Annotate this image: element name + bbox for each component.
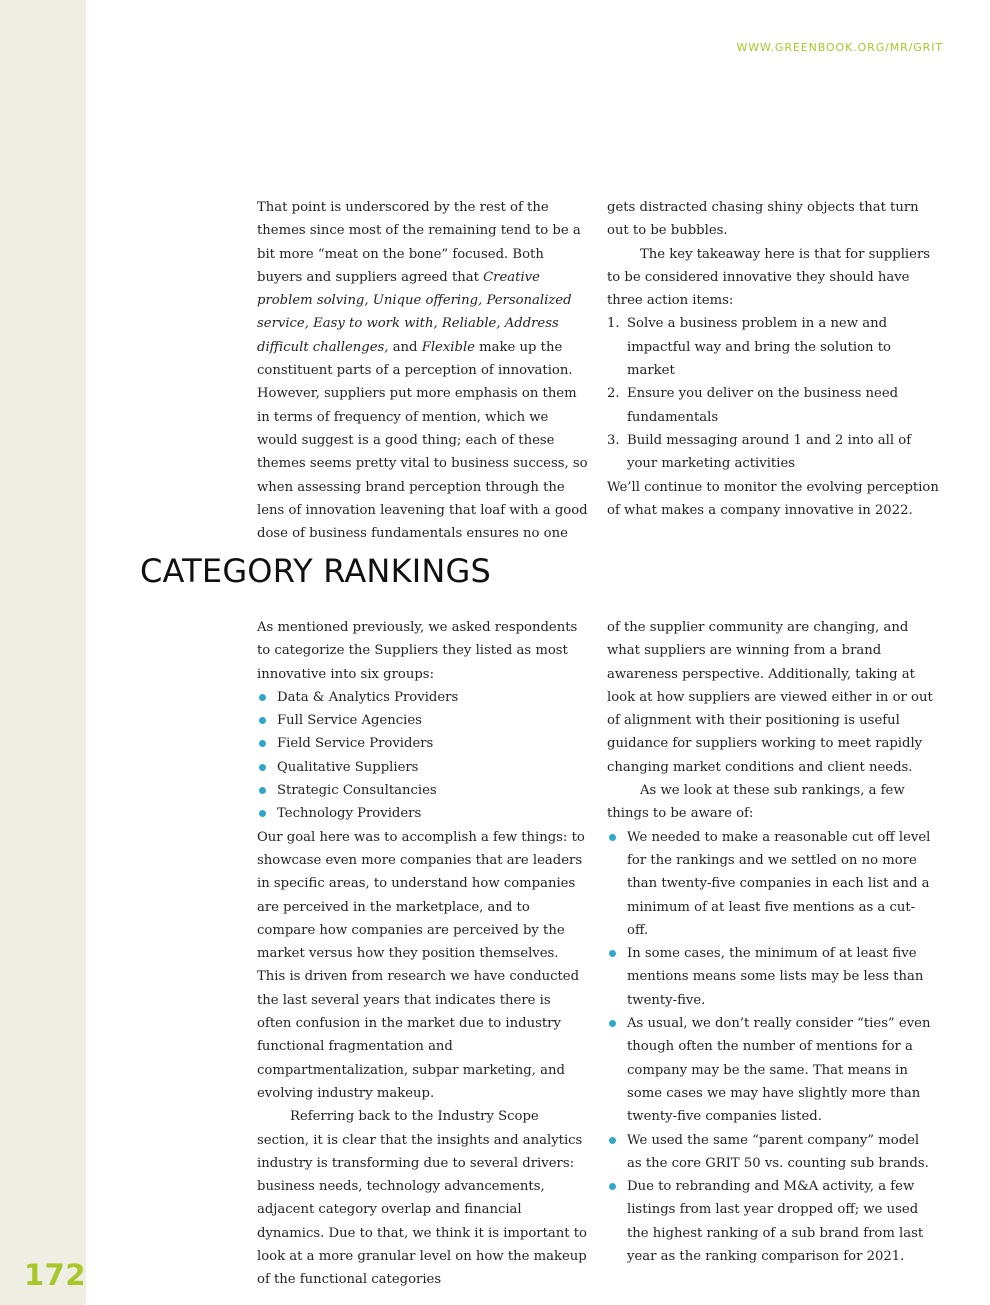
list-item xyxy=(257,802,587,825)
list-item-text: As usual, we don’t really consider “ties” even though often the number of mentions for a company may be the same. That means in some cases we may have slightly more than twenty-five companies listed. xyxy=(627,1016,931,1125)
theme-flexible: Flexible xyxy=(421,339,475,355)
list-number: 2. xyxy=(607,386,620,402)
bullet-dot-icon xyxy=(609,1020,616,1027)
goal-paragraph: Our goal here was to accomplish a few things: to showcase even more companies that are leaders in specific areas, to understand how companies are perceived in the marketplace, and to compare how companies are perceived by the market versus how they position themselves. This is driven from research we have conducted the last several years that indicates there is often confusion in the market due to industry functional fragmentation and compartmentalization, subpar marketing, and evolving industry makeup. xyxy=(257,829,585,1101)
list-item-text: Ensure you deliver on the business need fundamentals xyxy=(627,386,899,425)
bullet-dot-icon xyxy=(259,740,266,747)
intro-paragraph: As mentioned previously, we asked respondents to categorize the Suppliers they listed as most innovative into six groups: xyxy=(257,620,578,682)
page-number: 172 xyxy=(24,1258,87,1292)
bullet-dot-icon xyxy=(259,787,266,794)
list-item-text: Field Service Providers xyxy=(277,736,434,752)
bottom-left-column xyxy=(257,616,587,1292)
top-left-column xyxy=(257,196,589,545)
themes-text-b: make up the constituent parts of a perception of innovation. However, suppliers put more emphasis on them in terms of frequency of mention, which we would suggest is a good thing; each of these themes seems pretty vital to business success, so when assessing brand perception through the lens of innovation leavening that loaf with a good dose of business fundamentals ensures no one xyxy=(257,339,588,542)
themes-paragraph xyxy=(257,196,589,545)
list-item xyxy=(257,686,587,709)
list-item xyxy=(257,732,587,755)
list-item-text: Build messaging around 1 and 2 into all of your marketing activities xyxy=(627,432,912,472)
bullet-dot-icon xyxy=(609,1137,616,1144)
list-item xyxy=(607,1175,933,1268)
list-item xyxy=(607,429,941,476)
themes-text-a: That point is underscored by the rest of the themes since most of the remaining tend to be a bit more “meat on the bone” focused. Both buyers and suppliers agreed that xyxy=(257,200,581,285)
list-item xyxy=(607,826,933,942)
list-item xyxy=(607,312,941,382)
bottom-right-column xyxy=(607,616,933,1268)
groups-list xyxy=(257,686,587,826)
list-item xyxy=(607,942,933,1012)
bullet-dot-icon xyxy=(259,694,266,701)
list-item-text: Strategic Consultancies xyxy=(277,783,437,799)
list-item-text: We used the same “parent company” model as the core GRIT 50 vs. counting sub brands. xyxy=(627,1132,929,1171)
list-item xyxy=(607,1129,933,1176)
bullet-dot-icon xyxy=(609,1183,616,1190)
list-item xyxy=(257,756,587,779)
notes-list xyxy=(607,826,933,1269)
list-item-text: We needed to make a reasonable cut off level for the rankings and we settled on no more than twenty-five companies in each list and a minimum of at least five mentions as a cut-off. xyxy=(627,829,931,938)
continuation-paragraph: of the supplier community are changing, and what suppliers are winning from a brand awareness perspective. Additionally, taking at look at how suppliers are viewed either in or out of alignment with their positioning is useful guidance for suppliers working to meet rapidly changing market conditions and client needs. xyxy=(607,620,933,775)
list-item-text: Technology Providers xyxy=(277,806,422,822)
continuation-paragraph: gets distracted chasing shiny objects that turn out to be bubbles. xyxy=(607,200,919,239)
industry-scope-paragraph: Referring back to the Industry Scope section, it is clear that the insights and analytics industry is transforming due to several drivers: business needs, technology advancements, adjacent category overlap and financial dynamics. Due to that, we think it is important to look at a more granular level on how the makeup of the functional categories xyxy=(257,1109,587,1288)
list-item-text: Data & Analytics Providers xyxy=(277,689,459,705)
list-item-text: Full Service Agencies xyxy=(277,713,422,729)
bullet-dot-icon xyxy=(259,764,266,771)
action-items-list xyxy=(607,312,941,475)
list-item xyxy=(607,1012,933,1128)
bullet-dot-icon xyxy=(609,950,616,957)
list-item-text: Qualitative Suppliers xyxy=(277,759,419,775)
list-item-text: In some cases, the minimum of at least five mentions means some lists may be less than twenty-five. xyxy=(627,946,924,1008)
bullet-dot-icon xyxy=(609,834,616,841)
list-number: 1. xyxy=(607,316,620,332)
list-item xyxy=(257,779,587,802)
sub-rankings-paragraph: As we look at these sub rankings, a few things to be aware of: xyxy=(607,783,905,822)
header-url[interactable]: WWW.GREENBOOK.ORG/MR/GRIT xyxy=(736,41,943,54)
top-right-column xyxy=(607,196,941,522)
list-item xyxy=(257,709,587,732)
section-title: CATEGORY RANKINGS xyxy=(140,552,492,590)
themes-list: Creative problem solving, Unique offering, Personalized service, Easy to work with, Reliable, Address difficult challenges, xyxy=(257,269,572,355)
left-sidebar-band xyxy=(0,0,86,1305)
list-item-text: Solve a business problem in a new and impactful way and bring the solution to market xyxy=(627,316,891,379)
bullet-dot-icon xyxy=(259,810,266,817)
list-number: 3. xyxy=(607,432,620,448)
monitor-paragraph: We’ll continue to monitor the evolving perception of what makes a company innovative in 2022. xyxy=(607,479,939,518)
list-item xyxy=(607,382,941,429)
bullet-dot-icon xyxy=(259,717,266,724)
takeaway-paragraph: The key takeaway here is that for suppliers to be considered innovative they should have three action items: xyxy=(607,246,931,309)
list-item-text: Due to rebranding and M&A activity, a few listings from last year dropped off; we used the highest ranking of a sub brand from last year as the ranking comparison for 2021. xyxy=(627,1179,924,1265)
themes-and: and xyxy=(388,339,422,355)
